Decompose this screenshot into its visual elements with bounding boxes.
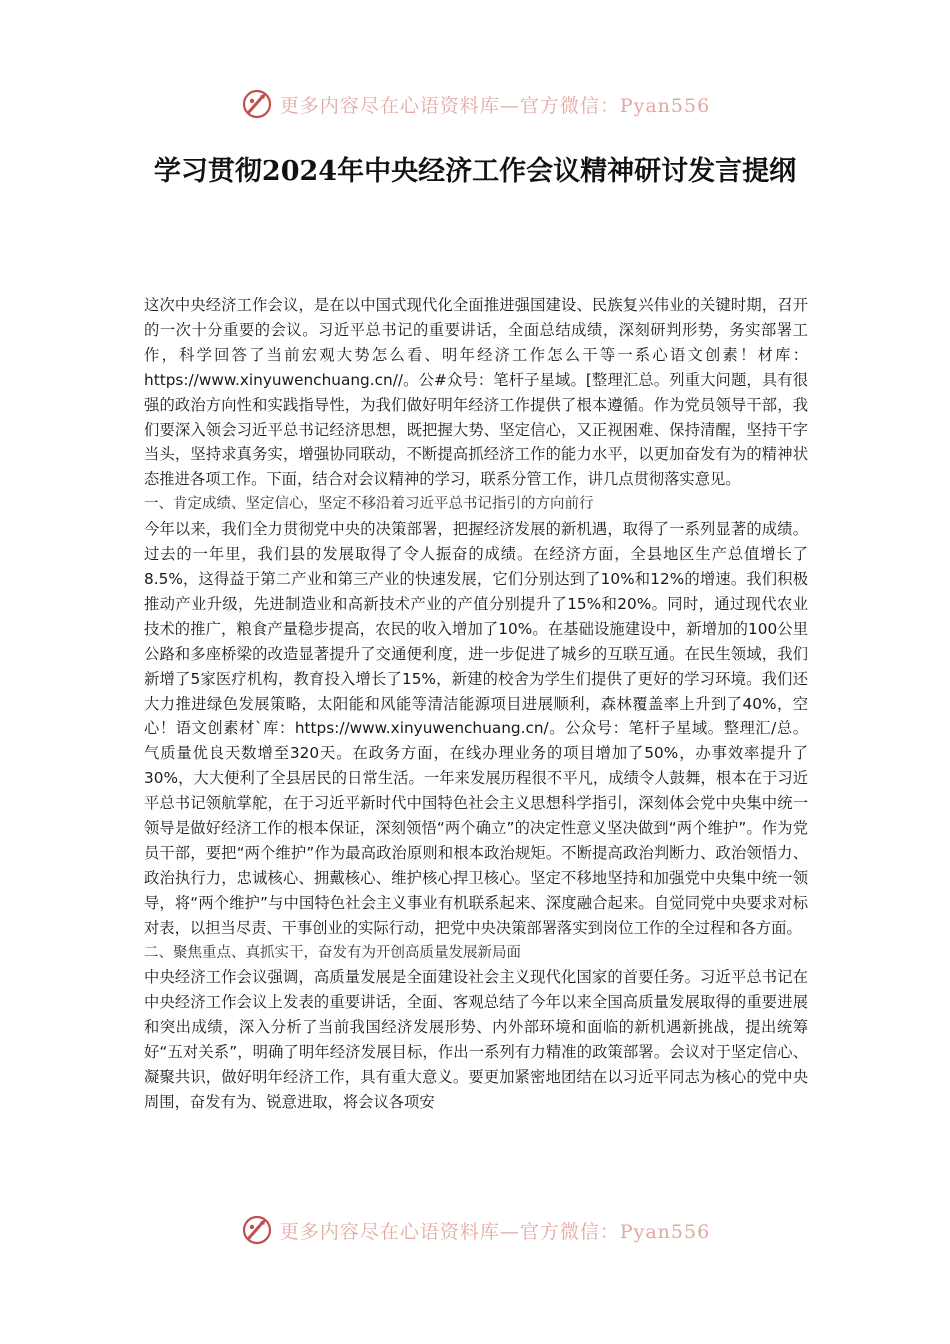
document-title: 学习贯彻2024年中央经济工作会议精神研讨发言提纲 [153,156,797,187]
watermark-banner-bottom [0,1210,950,1250]
watermark-text: 更多内容尽在心语资料库—官方微信：Pyan556 [279,94,711,117]
section-heading-2: 二、聚焦重点、真抓实干，奋发有为开创高质量发展新局面 [144,944,521,961]
document-body [144,293,808,1115]
section-1-paragraph: 今年以来，我们全力贯彻党中央的决策部署，把握经济发展的新机遇，取得了一系列显著的成绩。过去的一年里，我们县的发展取得了令人振奋的成绩。在经济方面，全县地区生产总值增长了8.5%，这得益于第二产业和第三产业的快速发展，它们分别达到了10%和12%的增速。我们积极推动产业升级，先进制造业和高新技术产业的产值分别提升了15%和20%。同时，通过现代农业技术的推广，粮食产量稳步提高，农民的收入增加了10%。在基础设施建设中，新增加的100公里公路和多座桥梁的改造显著提升了交通便利度，进一步促进了城乡的互联互通。在民生领域，我们新增了5家医疗机构，教育投入增长了15%，新建的校舍为学生们提供了更好的学习环境。我们还大力推进绿色发展策略，太阳能和风能等清洁能源项目进展顺利，森林覆盖率上升到了40%，空心！语文创素材`库：https://www.xinyuwenchuang.cn/。公众号：笔杆子星域。整理汇/总。气质量优良天数增至320天。在政务方面，在线办理业务的项目增加了50%，办事效率提升了30%，大大便利了全县居民的日常生活。一年来发展历程很不平凡，成绩令人鼓舞，根本在于习近平总书记领航掌舵，在于习近平新时代中国特色社会主义思想科学指引，深刻体会党中央集中统一领导是做好经济工作的根本保证，深刻领悟“两个确立”的决定性意义坚决做到“两个维护”。作为党员干部，要把“两个维护”作为最高政治原则和根本政治规矩。不断提高政治判断力、政治领悟力、政治执行力，忠诚核心、拥戴核心、维护核心捍卫核心。坚定不移地坚持和加强党中央集中统一领导，将“两个维护”与中国特色社会主义事业有机联系起来、深度融合起来。自觉同党中央要求对标对表，以担当尽责、干事创业的实际行动，把党中央决策部署落实到岗位工作的全过程和各方面。 [144,520,808,937]
section-2-paragraph: 中央经济工作会议强调，高质量发展是全面建设社会主义现代化国家的首要任务。习近平总书记在中央经济工作会议上发表的重要讲话，全面、客观总结了今年以来全国高质量发展取得的重要进展和突出成绩，深入分析了当前我国经济发展形势、内外部环境和面临的新机遇新挑战，提出统筹好“五对关系”，明确了明年经济发展目标，作出一系列有力精准的政策部署。会议对于坚定信心、凝聚共识，做好明年经济工作，具有重大意义。要更加紧密地团结在以习近平同志为核心的党中央周围，奋发有为、锐意进取，将会议各项安 [144,968,808,1111]
section-heading-1: 一、肯定成绩、坚定信心，坚定不移沿着习近平总书记指引的方向前行 [144,496,594,513]
watermark-text: 更多内容尽在心语资料库—官方微信：Pyan556 [279,1220,711,1243]
brand-logo-icon [240,87,274,121]
intro-paragraph: 这次中央经济工作会议，是在以中国式现代化全面推进强国建设、民族复兴伟业的关键时期，召开的一次十分重要的会议。习近平总书记的重要讲话，全面总结成绩，深刻研判形势，务实部署工作，科学回答了当前宏观大势怎么看、明年经济工作怎么干等一系心语文创素！材库：https://www.xinyuwenchuang.cn//。公#众号：笔杆子星域。[整理汇总。列重大问题，具有很强的政治方向性和实践指导性，为我们做好明年经济工作提供了根本遵循。作为党员领导干部，我们要深入领会习近平总书记经济思想，既把握大势、坚定信心，又正视困难、保持清醒，坚持干字当头，坚持求真务实，增强协同联动，不断提高抓经济工作的能力水平，以更加奋发有为的精神状态推进各项工作。下面，结合对会议精神的学习，联系分管工作，讲几点贯彻落实意见。 [144,296,808,489]
brand-logo-icon [240,1213,274,1247]
watermark-banner-top [0,84,950,124]
